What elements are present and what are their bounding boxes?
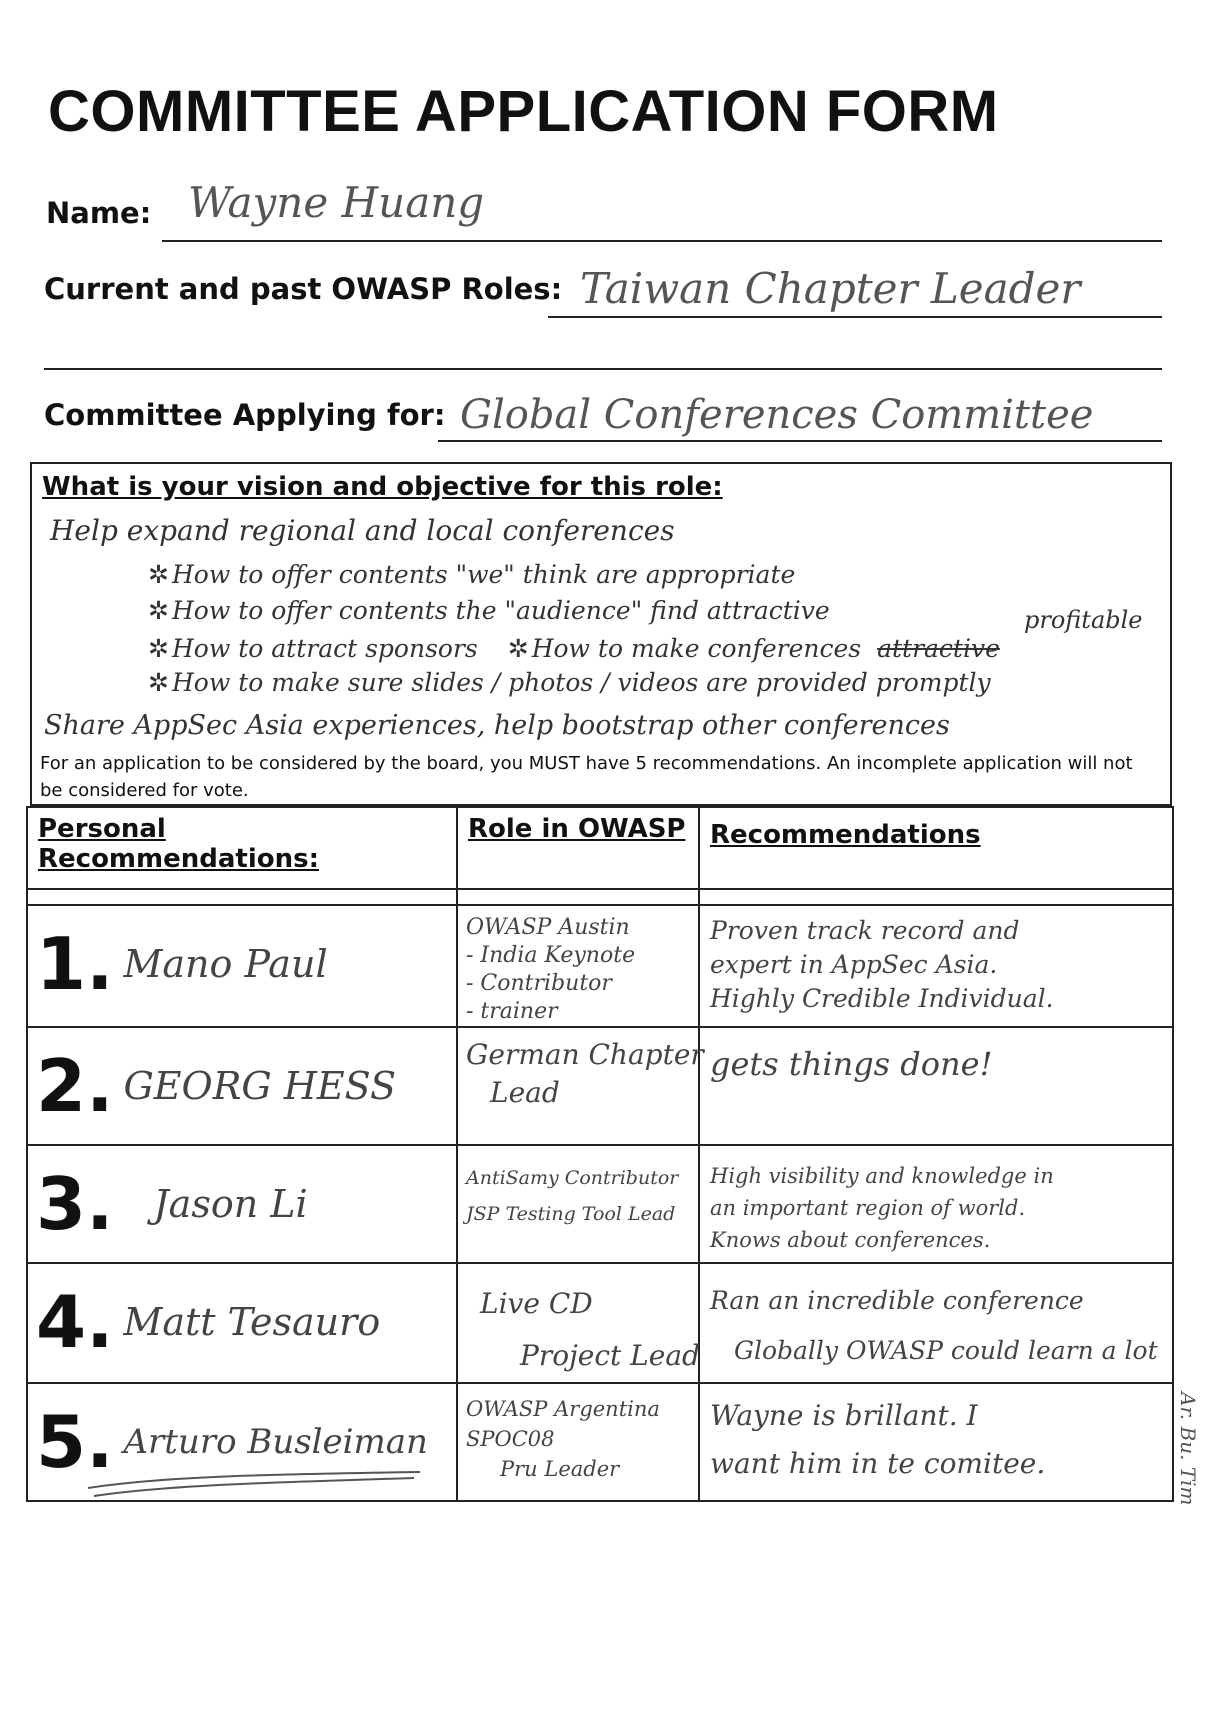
roles-value: Taiwan Chapter Leader bbox=[580, 264, 1081, 313]
row-number: 3. bbox=[36, 1162, 114, 1246]
comment-line: Highly Credible Individual. bbox=[710, 984, 1054, 1013]
role-line: Lead bbox=[490, 1076, 560, 1109]
table-header-row bbox=[27, 807, 1173, 889]
role-line: OWASP Argentina bbox=[466, 1397, 660, 1421]
committee-value: Global Conferences Committee bbox=[460, 392, 1094, 438]
name-line bbox=[162, 240, 1162, 242]
role-cell bbox=[457, 1027, 704, 1145]
recommender-cell bbox=[27, 1263, 457, 1383]
row-number: 5. bbox=[36, 1400, 114, 1484]
vision-bullet-1-text: How to offer contents "we" think are appropriate bbox=[172, 560, 796, 589]
recommender-cell bbox=[27, 905, 457, 1027]
role-line: - India Keynote bbox=[466, 943, 636, 968]
comment-line: Knows about conferences. bbox=[710, 1228, 991, 1252]
row-number: 1. bbox=[36, 922, 114, 1006]
comment-line: Globally OWASP could learn a lot bbox=[734, 1336, 1158, 1365]
comment-line: High visibility and knowledge in bbox=[710, 1164, 1054, 1188]
recommender-name: Mano Paul bbox=[123, 942, 328, 986]
vision-bullet-2-text: How to offer contents the "audience" find attractive bbox=[172, 596, 830, 625]
comment-cell bbox=[699, 1027, 1173, 1145]
vision-note: For an application to be considered by the board, you MUST have 5 recommendations. An incomplete application will not be considered for vote. bbox=[40, 753, 1133, 801]
committee-line bbox=[438, 440, 1162, 442]
comment-cell bbox=[699, 905, 1173, 1027]
vision-heading: What is your vision and objective for this role: bbox=[42, 472, 723, 502]
role-cell bbox=[457, 1383, 699, 1501]
comment-cell bbox=[699, 1145, 1173, 1263]
role-line: OWASP Austin bbox=[466, 915, 630, 940]
comment-line: an important region of world. bbox=[710, 1196, 1026, 1220]
row-number: 2. bbox=[36, 1044, 114, 1128]
vision-bullet-3-struck: attractive bbox=[877, 634, 1000, 663]
recommender-cell bbox=[27, 1027, 457, 1145]
comment-line: Ran an incredible conference bbox=[710, 1286, 1084, 1315]
role-line: Project Lead bbox=[520, 1339, 700, 1372]
role-line: - Contributor bbox=[466, 971, 612, 996]
comment-line: expert in AppSec Asia. bbox=[710, 950, 998, 979]
role-line: German Chapter bbox=[466, 1038, 704, 1071]
header-role: Role in OWASP bbox=[457, 807, 699, 889]
row-number: 4. bbox=[36, 1280, 114, 1364]
roles-line-2 bbox=[44, 368, 1162, 370]
role-line: SPOC08 bbox=[466, 1427, 555, 1451]
table-spacer-row bbox=[27, 889, 1173, 905]
bullet-mark-icon: ✲ bbox=[148, 668, 169, 697]
role-cell bbox=[457, 1263, 699, 1383]
role-line: Pru Leader bbox=[500, 1457, 620, 1481]
vision-bullet-3-extra: How to make conferences bbox=[531, 634, 862, 663]
vision-bullet-3-text: How to attract sponsors bbox=[172, 634, 478, 663]
comment-line: want him in te comitee. bbox=[710, 1447, 1046, 1480]
recommendations-table bbox=[26, 806, 1174, 1502]
vision-line-last: Share AppSec Asia experiences, help bootstrap other conferences bbox=[44, 710, 950, 741]
header-recommendations: Recommendations bbox=[699, 807, 1173, 889]
comment-cell bbox=[699, 1263, 1173, 1383]
vision-bullet-3-correction: profitable bbox=[1024, 606, 1143, 634]
form-title: COMMITTEE APPLICATION FORM bbox=[48, 79, 999, 144]
bullet-mark-icon: ✲ bbox=[148, 634, 169, 663]
name-label: Name: bbox=[46, 196, 152, 230]
comment-line: Wayne is brillant. I bbox=[710, 1399, 978, 1432]
table-row bbox=[27, 1263, 1173, 1383]
recommender-name: GEORG HESS bbox=[123, 1064, 397, 1108]
header-personal: Personal Recommendations: bbox=[27, 807, 457, 889]
margin-side-note: Ar. Bu. Tim bbox=[1176, 1392, 1200, 1506]
vision-line-1: Help expand regional and local conferences bbox=[50, 514, 675, 547]
bullet-mark-icon: ✲ bbox=[507, 634, 529, 663]
roles-label: Current and past OWASP Roles: bbox=[44, 272, 563, 306]
signature-underline-scribble bbox=[84, 1466, 424, 1506]
table-row bbox=[27, 905, 1173, 1027]
comment-cell bbox=[699, 1383, 1173, 1501]
vision-bullet-3 bbox=[148, 634, 1000, 663]
vision-bullet-4 bbox=[148, 668, 991, 697]
roles-line bbox=[548, 316, 1162, 318]
table-row bbox=[27, 1145, 1173, 1263]
comment-line: Proven track record and bbox=[710, 916, 1020, 945]
role-line: AntiSamy Contributor bbox=[466, 1167, 679, 1189]
committee-label: Committee Applying for: bbox=[44, 398, 446, 432]
role-line: Live CD bbox=[480, 1287, 593, 1320]
vision-bullet-2 bbox=[148, 596, 830, 625]
bullet-mark-icon: ✲ bbox=[148, 596, 169, 625]
recommender-name: Matt Tesauro bbox=[123, 1300, 381, 1344]
table-row bbox=[27, 1027, 1173, 1145]
recommender-cell bbox=[27, 1145, 457, 1263]
name-value: Wayne Huang bbox=[188, 178, 485, 227]
bullet-mark-icon: ✲ bbox=[148, 560, 169, 589]
role-cell bbox=[457, 1145, 699, 1263]
vision-bullet-4-text: How to make sure slides / photos / videos are provided promptly bbox=[172, 668, 991, 697]
role-cell bbox=[457, 905, 699, 1027]
recommender-name: Jason Li bbox=[153, 1182, 308, 1226]
role-line: - trainer bbox=[466, 999, 558, 1024]
vision-bullet-1 bbox=[148, 560, 795, 589]
role-line: JSP Testing Tool Lead bbox=[466, 1203, 676, 1225]
comment-line: gets things done! bbox=[710, 1045, 993, 1083]
recommender-name: Arturo Busleiman bbox=[123, 1422, 428, 1462]
